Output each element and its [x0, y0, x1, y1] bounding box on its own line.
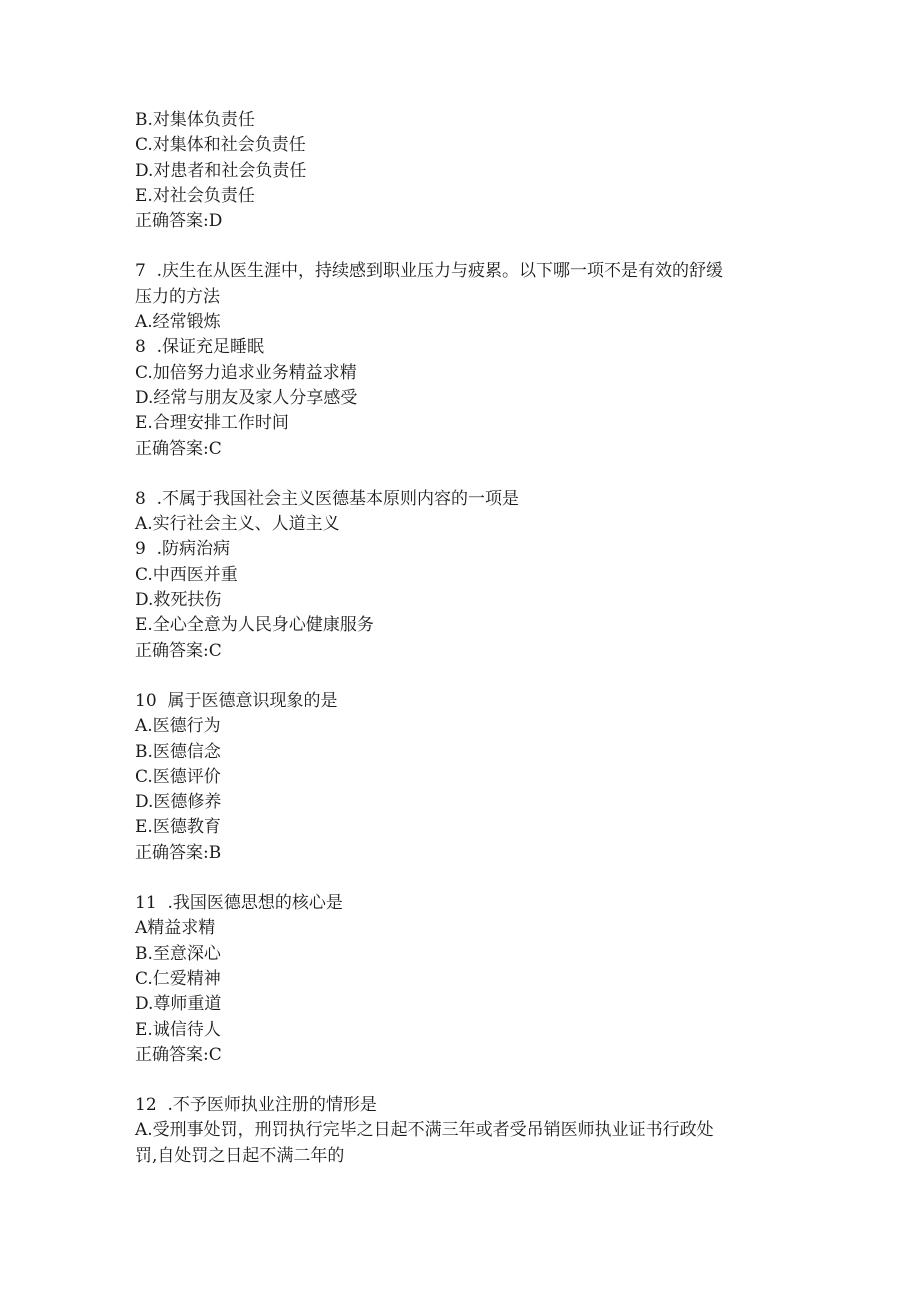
- answer-line: 正确答案:B: [135, 842, 222, 863]
- question-text: 7 .庆生在从医生涯中，持续感到职业压力与疲累。以下哪一项不是有效的舒缓: [135, 261, 724, 282]
- option-d: D.救死扶伤: [135, 590, 222, 611]
- option-b: B.对集体负责任: [135, 110, 255, 130]
- option-b: 9 .防病治病: [135, 539, 231, 560]
- option-c: C.对集体和社会负责任: [135, 135, 306, 156]
- option-b: B.至意深心: [135, 943, 221, 964]
- answer-line: 正确答案:D: [135, 211, 223, 232]
- question-text-continued: 压力的方法: [135, 286, 220, 307]
- option-e: E.合理安排工作时间: [135, 413, 289, 434]
- question-text: 8 .不属于我国社会主义医德基本原则内容的一项是: [135, 488, 520, 509]
- question-block-7: [135, 259, 795, 461]
- question-block-12: [135, 1093, 795, 1169]
- option-a: A精益求精: [135, 918, 216, 939]
- question-block-8: [135, 487, 795, 664]
- option-d: D.对患者和社会负责任: [135, 160, 307, 181]
- question-block-11: [135, 891, 795, 1068]
- question-text: 10 属于医德意识现象的是: [135, 690, 338, 711]
- document-page: [135, 108, 795, 1169]
- option-e: E.诚信待人: [135, 1019, 221, 1040]
- option-a: A.受刑事处罚，刑罚执行完毕之日起不满三年或者受吊销医师执业证书行政处: [135, 1120, 714, 1141]
- question-block-6-tail: [135, 108, 795, 234]
- option-d: D.医德修养: [135, 792, 222, 813]
- option-c: C.加倍努力追求业务精益求精: [135, 362, 357, 383]
- option-a-continued: 罚,自处罚之日起不满二年的: [135, 1145, 345, 1166]
- option-e: E.医德教育: [135, 817, 221, 838]
- option-a: A.实行社会主义、人道主义: [135, 514, 340, 535]
- option-b: 8 .保证充足睡眠: [135, 337, 265, 358]
- question-block-10: [135, 689, 795, 866]
- answer-line: 正确答案:C: [135, 438, 222, 459]
- answer-line: 正确答案:C: [135, 640, 222, 661]
- option-b: B.医德信念: [135, 741, 221, 762]
- option-e: E.全心全意为人民身心健康服务: [135, 615, 374, 636]
- option-c: C.医德评价: [135, 766, 221, 787]
- option-a: A.经常锻炼: [135, 312, 221, 333]
- option-d: D.尊师重道: [135, 994, 222, 1015]
- option-c: C.仁爱精神: [135, 968, 221, 989]
- question-text: 12 .不予医师执业注册的情形是: [135, 1095, 377, 1116]
- option-d: D.经常与朋友及家人分享感受: [135, 387, 358, 408]
- answer-line: 正确答案:C: [135, 1044, 222, 1065]
- option-c: C.中西医并重: [135, 564, 238, 585]
- option-e: E.对社会负责任: [135, 185, 255, 206]
- question-text: 11 .我国医德思想的核心是: [135, 893, 343, 914]
- option-a: A.医德行为: [135, 716, 221, 737]
